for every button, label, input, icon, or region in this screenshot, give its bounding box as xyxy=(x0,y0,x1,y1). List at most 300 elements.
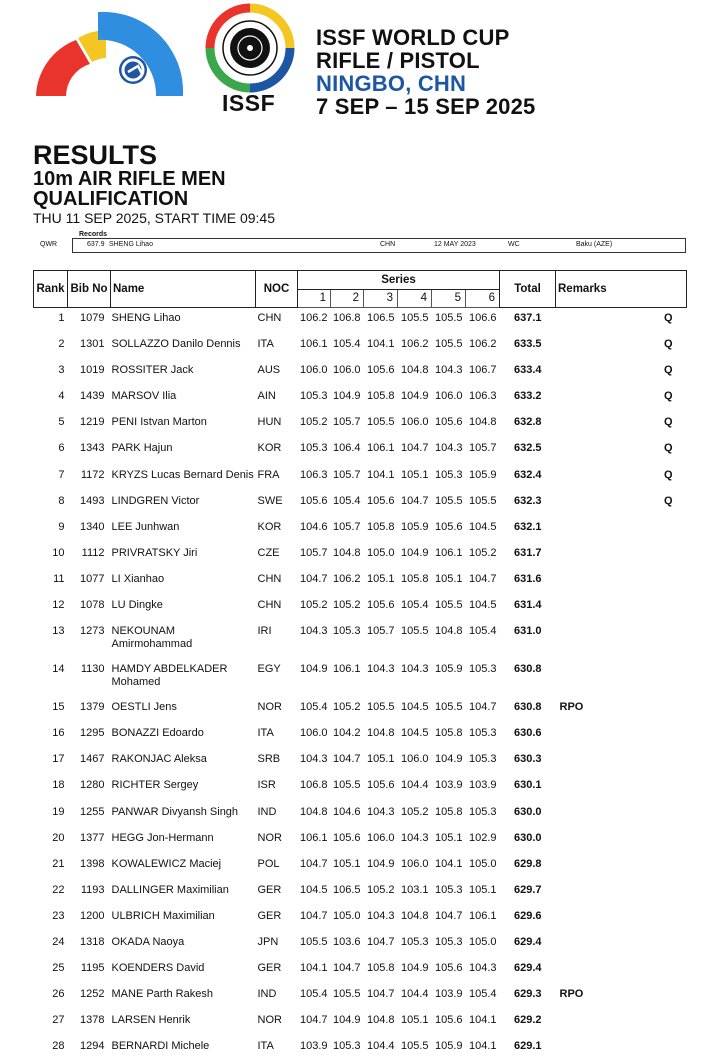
series-score-2: 106.2 xyxy=(331,569,364,595)
rank-cell: 21 xyxy=(34,854,68,880)
series-score-5: 106.1 xyxy=(432,543,466,569)
table-row xyxy=(34,775,687,801)
series-score-4: 105.4 xyxy=(398,595,432,621)
rank-cell: 7 xyxy=(34,465,68,491)
remarks-cell xyxy=(556,595,687,621)
record-name: SHENG Lihao xyxy=(109,241,153,248)
series-score-1: 104.7 xyxy=(298,854,331,880)
col-noc: NOC xyxy=(256,271,298,308)
bib-cell: 1195 xyxy=(68,958,111,984)
bib-cell: 1172 xyxy=(68,465,111,491)
bib-cell: 1294 xyxy=(68,1036,111,1062)
remarks-cell xyxy=(556,828,687,854)
series-score-1: 105.2 xyxy=(298,595,331,621)
remarks-cell xyxy=(556,438,687,464)
series-score-5: 105.5 xyxy=(432,595,466,621)
series-score-4: 106.0 xyxy=(398,749,432,775)
series-score-6: 104.7 xyxy=(466,697,500,723)
series-score-1: 104.8 xyxy=(298,802,331,828)
series-score-1: 106.0 xyxy=(298,360,331,386)
series-score-4: 105.5 xyxy=(398,1036,432,1062)
event-header xyxy=(316,26,536,118)
athlete-name: ROSSITER Jack xyxy=(111,360,256,386)
series-score-1: 104.3 xyxy=(298,621,331,659)
rank-cell: 27 xyxy=(34,1010,68,1036)
rank-cell: 25 xyxy=(34,958,68,984)
noc-cell: GER xyxy=(256,958,298,984)
total-score: 632.4 xyxy=(500,465,556,491)
series-score-6: 105.5 xyxy=(466,491,500,517)
table-row xyxy=(34,1010,687,1036)
series-score-6: 104.8 xyxy=(466,412,500,438)
series-score-3: 104.3 xyxy=(364,802,398,828)
series-score-2: 105.2 xyxy=(331,595,364,621)
series-score-3: 104.1 xyxy=(364,465,398,491)
qualified-mark: Q xyxy=(664,364,673,377)
noc-cell: ITA xyxy=(256,1036,298,1062)
table-row xyxy=(34,438,687,464)
series-score-1: 104.9 xyxy=(298,659,331,697)
noc-cell: NOR xyxy=(256,697,298,723)
event-location: NINGBO, CHN xyxy=(316,72,536,95)
rank-cell: 22 xyxy=(34,880,68,906)
series-score-2: 105.2 xyxy=(331,697,364,723)
bib-cell: 1343 xyxy=(68,438,111,464)
record-noc: CHN xyxy=(380,241,395,248)
rank-cell: 9 xyxy=(34,517,68,543)
total-score: 637.1 xyxy=(500,308,556,335)
noc-cell: ITA xyxy=(256,723,298,749)
table-row xyxy=(34,569,687,595)
series-score-2: 104.7 xyxy=(331,749,364,775)
remarks-cell xyxy=(556,723,687,749)
series-score-1: 105.2 xyxy=(298,412,331,438)
bib-cell: 1439 xyxy=(68,386,111,412)
remarks-cell xyxy=(556,517,687,543)
table-row xyxy=(34,932,687,958)
bib-cell: 1112 xyxy=(68,543,111,569)
results-table xyxy=(33,270,687,1062)
series-score-3: 104.3 xyxy=(364,906,398,932)
bib-cell: 1273 xyxy=(68,621,111,659)
table-row xyxy=(34,802,687,828)
athlete-name: HEGG Jon-Hermann xyxy=(111,828,256,854)
series-6: 6 xyxy=(466,289,500,308)
series-score-6: 106.1 xyxy=(466,906,500,932)
series-score-5: 105.9 xyxy=(432,659,466,697)
series-score-4: 106.0 xyxy=(398,412,432,438)
series-score-3: 105.6 xyxy=(364,360,398,386)
athlete-name-line1: NEKOUNAM xyxy=(112,625,256,638)
series-score-5: 104.3 xyxy=(432,438,466,464)
noc-cell: CHN xyxy=(256,569,298,595)
series-score-3: 104.9 xyxy=(364,854,398,880)
series-score-3: 105.5 xyxy=(364,412,398,438)
col-series: Series xyxy=(298,271,500,290)
noc-cell: HUN xyxy=(256,412,298,438)
series-score-4: 104.8 xyxy=(398,906,432,932)
series-score-1: 105.3 xyxy=(298,386,331,412)
series-score-4: 104.5 xyxy=(398,723,432,749)
athlete-name: RICHTER Sergey xyxy=(111,775,256,801)
qualified-mark: Q xyxy=(664,442,673,455)
series-score-5: 103.9 xyxy=(432,775,466,801)
noc-cell: JPN xyxy=(256,932,298,958)
bib-cell: 1252 xyxy=(68,984,111,1010)
total-score: 630.8 xyxy=(500,697,556,723)
table-row xyxy=(34,517,687,543)
athlete-name: SOLLAZZO Danilo Dennis xyxy=(111,334,256,360)
series-score-5: 106.0 xyxy=(432,386,466,412)
series-score-5: 104.1 xyxy=(432,854,466,880)
remarks-cell xyxy=(556,697,687,723)
total-score: 629.1 xyxy=(500,1036,556,1062)
series-score-4: 105.1 xyxy=(398,1010,432,1036)
noc-cell: KOR xyxy=(256,438,298,464)
series-score-3: 105.1 xyxy=(364,749,398,775)
athlete-name: BERNARDI Michele xyxy=(111,1036,256,1062)
series-score-2: 104.2 xyxy=(331,723,364,749)
noc-cell: EGY xyxy=(256,659,298,697)
series-score-6: 106.6 xyxy=(466,308,500,335)
series-score-2: 105.5 xyxy=(331,984,364,1010)
series-score-2: 104.7 xyxy=(331,958,364,984)
series-score-6: 106.3 xyxy=(466,386,500,412)
start-date: THU 11 SEP 2025, START TIME 09:45 xyxy=(33,210,275,226)
series-score-4: 105.5 xyxy=(398,621,432,659)
series-score-2: 103.6 xyxy=(331,932,364,958)
series-score-4: 104.9 xyxy=(398,958,432,984)
remarks-cell xyxy=(556,543,687,569)
remarks-cell xyxy=(556,984,687,1010)
series-score-1: 106.8 xyxy=(298,775,331,801)
series-score-4: 105.5 xyxy=(398,308,432,335)
remarks-cell xyxy=(556,1036,687,1062)
records-box xyxy=(72,238,686,253)
athlete-name xyxy=(111,621,256,659)
series-score-5: 105.3 xyxy=(432,932,466,958)
remarks-cell xyxy=(556,386,687,412)
athlete-name: LI Xianhao xyxy=(111,569,256,595)
total-score: 631.4 xyxy=(500,595,556,621)
series-score-1: 105.3 xyxy=(298,438,331,464)
series-score-4: 104.3 xyxy=(398,828,432,854)
total-score: 633.2 xyxy=(500,386,556,412)
total-score: 632.5 xyxy=(500,438,556,464)
series-score-2: 105.7 xyxy=(331,465,364,491)
qualified-mark: Q xyxy=(664,495,673,508)
series-score-1: 104.6 xyxy=(298,517,331,543)
series-score-6: 105.0 xyxy=(466,854,500,880)
noc-cell: FRA xyxy=(256,465,298,491)
table-row xyxy=(34,958,687,984)
total-score: 632.8 xyxy=(500,412,556,438)
remarks-cell xyxy=(556,775,687,801)
series-score-4: 104.5 xyxy=(398,697,432,723)
athlete-name: KOENDERS David xyxy=(111,958,256,984)
total-score: 631.7 xyxy=(500,543,556,569)
series-score-2: 105.7 xyxy=(331,412,364,438)
rank-cell: 2 xyxy=(34,334,68,360)
series-score-5: 105.9 xyxy=(432,1036,466,1062)
rank-cell: 8 xyxy=(34,491,68,517)
qualified-mark: Q xyxy=(664,416,673,429)
table-row xyxy=(34,595,687,621)
series-score-5: 105.8 xyxy=(432,723,466,749)
athlete-name: PANWAR Divyansh Singh xyxy=(111,802,256,828)
table-row xyxy=(34,491,687,517)
total-score: 632.3 xyxy=(500,491,556,517)
total-score: 633.5 xyxy=(500,334,556,360)
page-title: RESULTS xyxy=(33,142,157,169)
series-score-6: 105.9 xyxy=(466,465,500,491)
series-score-1: 103.9 xyxy=(298,1036,331,1062)
series-score-3: 104.1 xyxy=(364,334,398,360)
series-score-3: 106.0 xyxy=(364,828,398,854)
remarks-cell xyxy=(556,334,687,360)
event-category: 10m AIR RIFLE MEN xyxy=(33,169,226,189)
noc-cell: GER xyxy=(256,906,298,932)
series-score-4: 104.9 xyxy=(398,386,432,412)
rank-cell: 13 xyxy=(34,621,68,659)
series-score-2: 105.7 xyxy=(331,517,364,543)
series-score-5: 105.5 xyxy=(432,491,466,517)
event-discipline: RIFLE / PISTOL xyxy=(316,49,536,72)
table-row xyxy=(34,723,687,749)
table-row xyxy=(34,854,687,880)
series-score-4: 105.2 xyxy=(398,802,432,828)
series-score-6: 104.3 xyxy=(466,958,500,984)
athlete-name: OESTLI Jens xyxy=(111,697,256,723)
logo-red-arc xyxy=(36,40,90,96)
noc-cell: SRB xyxy=(256,749,298,775)
series-score-1: 106.1 xyxy=(298,828,331,854)
bib-cell: 1079 xyxy=(68,308,111,335)
table-row xyxy=(34,386,687,412)
remarks-cell xyxy=(556,958,687,984)
noc-cell: NOR xyxy=(256,828,298,854)
bib-cell: 1318 xyxy=(68,932,111,958)
bib-cell: 1377 xyxy=(68,828,111,854)
series-score-2: 106.8 xyxy=(331,308,364,335)
rank-cell: 12 xyxy=(34,595,68,621)
bib-cell: 1493 xyxy=(68,491,111,517)
athlete-name: PARK Hajun xyxy=(111,438,256,464)
series-score-2: 105.0 xyxy=(331,906,364,932)
total-score: 629.2 xyxy=(500,1010,556,1036)
remarks-cell xyxy=(556,802,687,828)
total-score: 630.3 xyxy=(500,749,556,775)
remark-text: RPO xyxy=(560,988,584,1000)
series-score-4: 106.2 xyxy=(398,334,432,360)
event-subtitle xyxy=(33,169,226,209)
series-score-3: 105.2 xyxy=(364,880,398,906)
noc-cell: AUS xyxy=(256,360,298,386)
series-score-1: 106.0 xyxy=(298,723,331,749)
athlete-name xyxy=(111,659,256,697)
series-score-4: 105.1 xyxy=(398,465,432,491)
series-score-3: 105.8 xyxy=(364,517,398,543)
noc-cell: GER xyxy=(256,880,298,906)
col-rank: Rank xyxy=(34,271,68,308)
bib-cell: 1398 xyxy=(68,854,111,880)
table-row xyxy=(34,659,687,697)
total-score: 629.8 xyxy=(500,854,556,880)
athlete-name: KRYZS Lucas Bernard Denis xyxy=(111,465,256,491)
remarks-cell xyxy=(556,621,687,659)
bib-cell: 1467 xyxy=(68,749,111,775)
series-4: 4 xyxy=(398,289,432,308)
series-5: 5 xyxy=(432,289,466,308)
remarks-cell xyxy=(556,1010,687,1036)
rank-cell: 23 xyxy=(34,906,68,932)
rank-cell: 14 xyxy=(34,659,68,697)
series-score-6: 105.4 xyxy=(466,984,500,1010)
series-score-6: 104.5 xyxy=(466,517,500,543)
rank-cell: 19 xyxy=(34,802,68,828)
bib-cell: 1019 xyxy=(68,360,111,386)
qualified-mark: Q xyxy=(664,338,673,351)
table-row xyxy=(34,697,687,723)
event-phase: QUALIFICATION xyxy=(33,189,226,209)
total-score: 629.7 xyxy=(500,880,556,906)
table-row xyxy=(34,984,687,1010)
total-score: 630.0 xyxy=(500,828,556,854)
remarks-cell xyxy=(556,906,687,932)
bib-cell: 1193 xyxy=(68,880,111,906)
series-score-6: 106.2 xyxy=(466,334,500,360)
series-score-4: 105.3 xyxy=(398,932,432,958)
series-score-5: 105.1 xyxy=(432,569,466,595)
series-score-4: 104.7 xyxy=(398,491,432,517)
series-score-6: 105.3 xyxy=(466,749,500,775)
noc-cell: IRI xyxy=(256,621,298,659)
series-score-5: 105.3 xyxy=(432,880,466,906)
series-score-3: 104.7 xyxy=(364,984,398,1010)
series-score-6: 105.0 xyxy=(466,932,500,958)
series-1: 1 xyxy=(298,289,331,308)
series-score-3: 104.7 xyxy=(364,932,398,958)
series-score-2: 104.6 xyxy=(331,802,364,828)
series-score-3: 105.8 xyxy=(364,958,398,984)
bib-cell: 1340 xyxy=(68,517,111,543)
record-place: Baku (AZE) xyxy=(576,241,612,248)
series-score-6: 104.7 xyxy=(466,569,500,595)
athlete-name: ULBRICH Maximilian xyxy=(111,906,256,932)
rank-cell: 28 xyxy=(34,1036,68,1062)
series-score-2: 106.1 xyxy=(331,659,364,697)
series-score-4: 104.9 xyxy=(398,543,432,569)
series-score-1: 104.1 xyxy=(298,958,331,984)
results-body xyxy=(34,308,687,1062)
table-row xyxy=(34,828,687,854)
series-score-3: 105.5 xyxy=(364,697,398,723)
noc-cell: CHN xyxy=(256,308,298,335)
total-score: 630.6 xyxy=(500,723,556,749)
series-score-5: 105.6 xyxy=(432,517,466,543)
noc-cell: SWE xyxy=(256,491,298,517)
table-row xyxy=(34,749,687,775)
athlete-name: LU Dingke xyxy=(111,595,256,621)
series-score-2: 105.4 xyxy=(331,491,364,517)
athlete-name: LEE Junhwan xyxy=(111,517,256,543)
rank-cell: 24 xyxy=(34,932,68,958)
series-score-2: 105.4 xyxy=(331,334,364,360)
series-score-2: 104.9 xyxy=(331,1010,364,1036)
series-score-5: 105.8 xyxy=(432,802,466,828)
table-row xyxy=(34,1036,687,1062)
total-score: 630.1 xyxy=(500,775,556,801)
series-score-4: 104.8 xyxy=(398,360,432,386)
series-score-6: 104.1 xyxy=(466,1036,500,1062)
rank-cell: 20 xyxy=(34,828,68,854)
series-score-1: 105.4 xyxy=(298,984,331,1010)
athlete-name: LINDGREN Victor xyxy=(111,491,256,517)
event-name: ISSF WORLD CUP xyxy=(316,26,536,49)
series-score-6: 105.7 xyxy=(466,438,500,464)
table-row xyxy=(34,308,687,335)
remarks-cell xyxy=(556,932,687,958)
rank-cell: 4 xyxy=(34,386,68,412)
noc-cell: ITA xyxy=(256,334,298,360)
rank-cell: 26 xyxy=(34,984,68,1010)
series-score-2: 105.1 xyxy=(331,854,364,880)
series-score-5: 104.9 xyxy=(432,749,466,775)
remarks-cell xyxy=(556,491,687,517)
qualified-mark: Q xyxy=(664,312,673,325)
table-row xyxy=(34,906,687,932)
event-logo xyxy=(28,8,188,103)
rank-cell: 15 xyxy=(34,697,68,723)
series-score-3: 105.7 xyxy=(364,621,398,659)
series-score-5: 103.9 xyxy=(432,984,466,1010)
total-score: 631.0 xyxy=(500,621,556,659)
table-row xyxy=(34,360,687,386)
remarks-cell xyxy=(556,308,687,335)
series-score-5: 105.5 xyxy=(432,334,466,360)
table-row xyxy=(34,412,687,438)
series-score-2: 105.6 xyxy=(331,828,364,854)
noc-cell: AIN xyxy=(256,386,298,412)
series-score-6: 105.4 xyxy=(466,621,500,659)
rank-cell: 16 xyxy=(34,723,68,749)
athlete-name: MANE Parth Rakesh xyxy=(111,984,256,1010)
series-score-2: 105.3 xyxy=(331,1036,364,1062)
event-dates: 7 SEP – 15 SEP 2025 xyxy=(316,95,536,118)
series-score-6: 106.7 xyxy=(466,360,500,386)
record-type: QWR xyxy=(40,241,57,248)
series-score-5: 104.8 xyxy=(432,621,466,659)
logo-blue-arc xyxy=(98,12,183,96)
table-row xyxy=(34,621,687,659)
bib-cell: 1295 xyxy=(68,723,111,749)
rank-cell: 1 xyxy=(34,308,68,335)
total-score: 629.4 xyxy=(500,958,556,984)
series-score-5: 105.3 xyxy=(432,465,466,491)
series-score-4: 105.8 xyxy=(398,569,432,595)
bib-cell: 1301 xyxy=(68,334,111,360)
total-score: 631.6 xyxy=(500,569,556,595)
series-score-6: 105.2 xyxy=(466,543,500,569)
issf-wordmark: ISSF xyxy=(222,90,275,117)
series-score-1: 105.5 xyxy=(298,932,331,958)
table-row xyxy=(34,880,687,906)
total-score: 629.4 xyxy=(500,932,556,958)
series-score-1: 104.5 xyxy=(298,880,331,906)
bib-cell: 1280 xyxy=(68,775,111,801)
bib-cell: 1200 xyxy=(68,906,111,932)
noc-cell: IND xyxy=(256,984,298,1010)
